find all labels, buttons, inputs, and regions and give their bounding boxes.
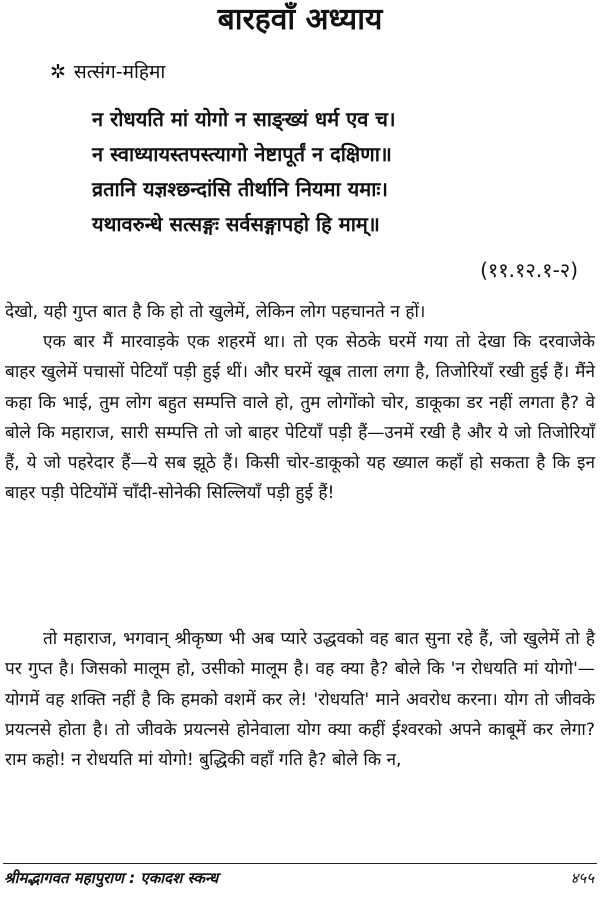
verse-line: व्रतानि यज्ञश्छन्दांसि तीर्थानि नियमा यमाः। xyxy=(92,177,389,201)
star-bullet-icon: ✲ xyxy=(50,61,66,83)
paragraph: तो महाराज, भगवान् श्रीकृष्ण भी अब प्यारे उद्धवको वह बात सुना रहे हैं, जो खुलेमें तो है पर गुप्त है। जिसको मालूम हो, उसीको मालूम है। वह क्या है? बोले कि 'न रोधयति मां योगो'—योगमें वह शक्ति नहीं है कि हमको वशमें कर ले! 'रोधयति' माने अवरोध करना। योग तो जीवके प्रयत्नसे होता है। तो जीवके प्रयत्नसे होनेवाला योग क्या कहीं ईश्वरको अपने काबूमें कर लेगा? राम कहो! न रोधयति मां योगो! बुद्धिकी वहाँ गति है? बोले कि न, xyxy=(5,629,595,771)
paragraph: एक बार मैं मारवाड़के एक शहरमें था। तो एक सेठके घरमें गया तो देखा कि दरवाजेके बाहर खुलेमें पचासों पेटियाँ पड़ी हुई थीं। और घरमें खूब ताला लगा है, तिजोरियाँ रखी हुई हैं। मैंने कहा कि भाई, तुम लोग बहुत सम्पत्ति वाले हो, तुम लोगोंको चोर, डाकूका डर नहीं लगता है? वे बोले कि महाराज, सारी सम्पत्ति तो जो बाहर पेटियाँ पड़ी हैं—उनमें रखी है और ये जो तिजोरियाँ हैं, ये जो पहरेदार हैं—ये सब झूठे हैं। किसी चोर-डाकूको यह ख्याल कहाँ हो सकता है कि इन बाहर पड़ी पेटियोंमें चाँदी-सोनेकी सिल्लियाँ पड़ी हुई हैं! xyxy=(5,332,595,504)
verse-line: यथावरुन्धे सत्सङ्गः सर्वसङ्गापहो हि माम्॥ xyxy=(92,212,380,236)
verse-line: न स्वाध्यायस्तपस्त्यागो नेष्टापूर्तं न दक्षिणा॥ xyxy=(92,142,392,166)
page-number: ४५५ xyxy=(570,869,594,887)
footer-divider xyxy=(3,863,597,864)
chapter-title: बारहवाँ अध्याय xyxy=(217,2,383,37)
page-footer xyxy=(0,863,600,893)
paragraph: देखो, यही गुप्त बात है कि हो तो खुलेमें, लेकिन लोग पहचानते न हों। xyxy=(5,302,426,322)
section-heading-text: सत्संग-महिमा xyxy=(73,61,166,83)
running-title: श्रीमद्भागवत महापुराण : एकादश स्कन्ध xyxy=(4,869,219,887)
verse-line: न रोधयति मां योगो न साङ्ख्यं धर्म एव च। xyxy=(92,107,396,131)
section-heading xyxy=(50,58,165,86)
sanskrit-verse xyxy=(92,102,592,242)
verse-reference: (११.१२.१-२) xyxy=(480,258,578,282)
